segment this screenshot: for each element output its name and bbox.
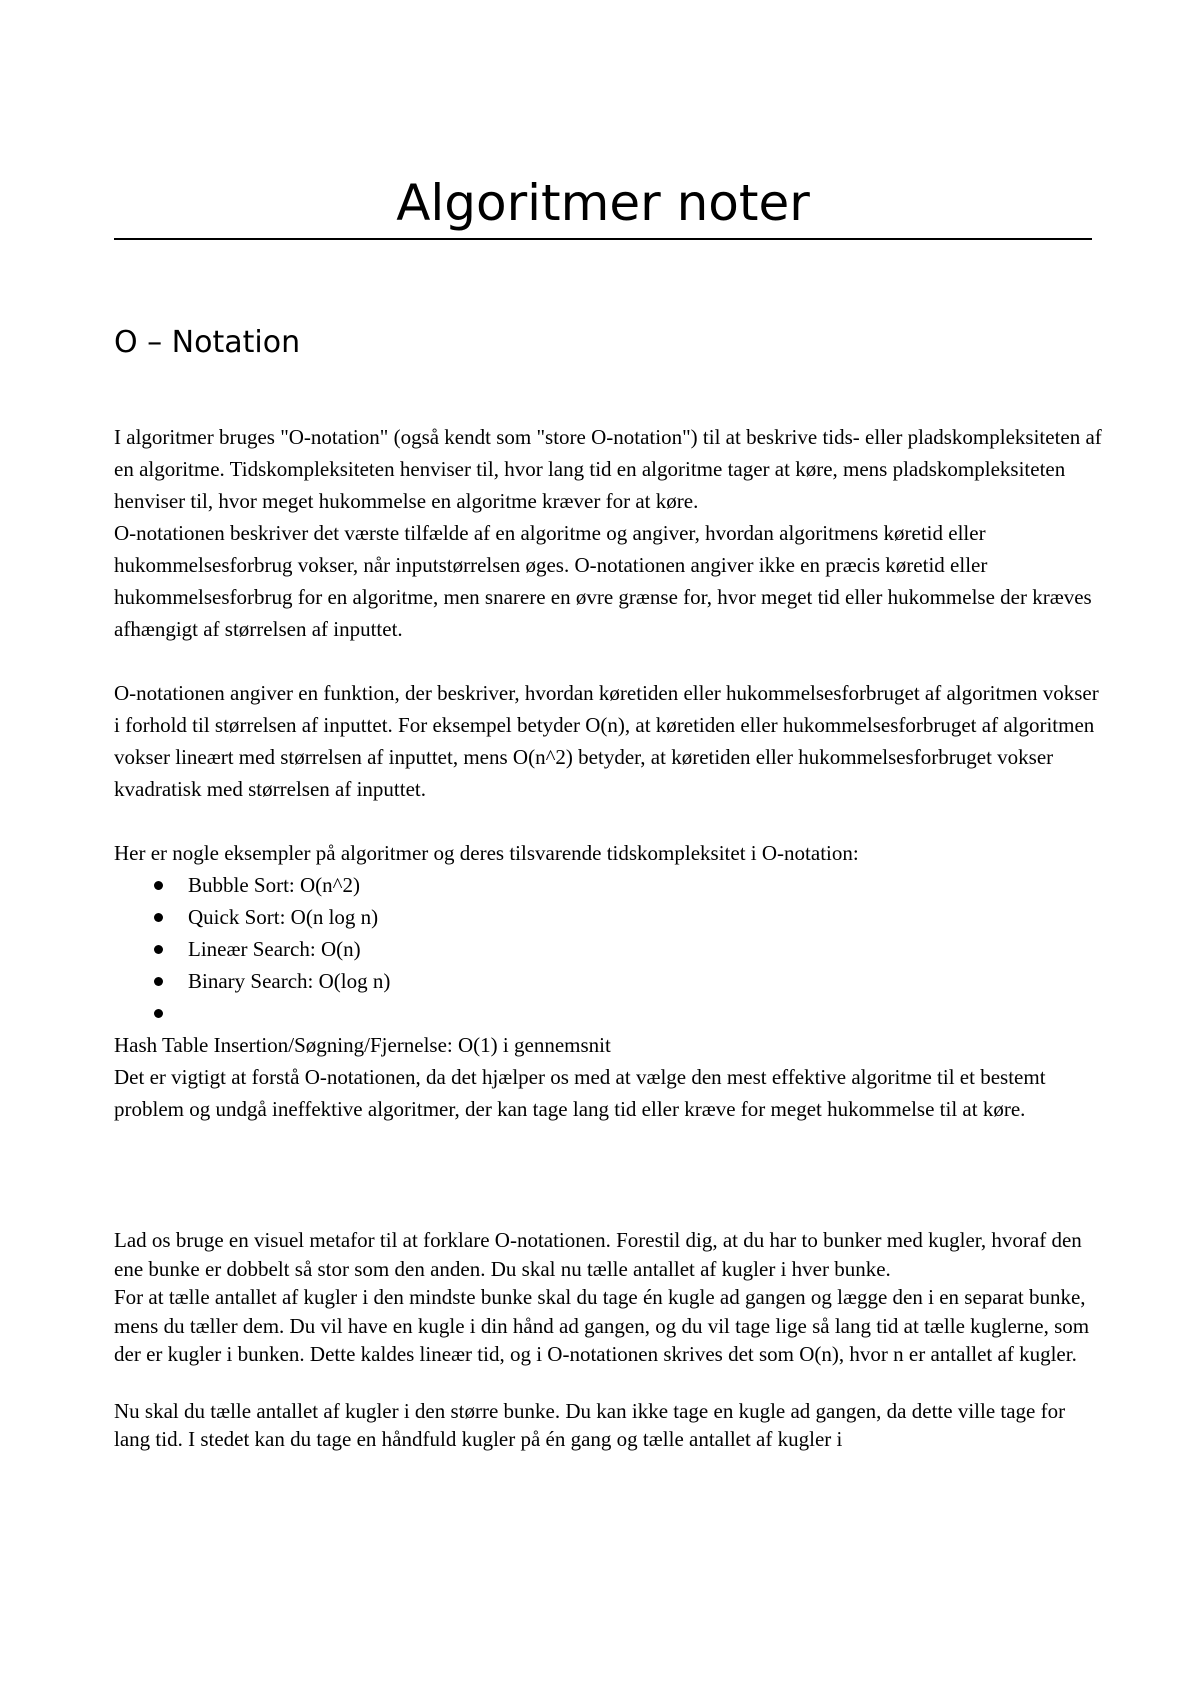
paragraph: I algoritmer bruges "O-notation" (også kendt som "store O-notation") til at beskrive tids- eller pladskompleksiteten af en algoritme. Tidskompleksiteten henviser til, hvor lang tid en algoritme tager at køre, mens pladskompleksiteten henviser til, hvor meget hukommelse en algoritme kræver for at køre. [114,425,1102,513]
paragraph: Hash Table Insertion/Søgning/Fjernelse: O(1) i gennemsnit [114,1033,611,1057]
paragraph-spacer [114,1369,1104,1397]
paragraph: O-notationen beskriver det værste tilfælde af en algoritme og angiver, hvordan algoritmens køretid eller hukommelsesforbrug vokser, når inputstørrelsen øges. O-notationen angiver ikke en præcis køretid eller hukommelsesforbrug for en algoritme, men snarere en øvre grænse for, hvor meget tid eller hukommelse der kræves afhængigt af størrelsen af inputtet. [114,521,1092,641]
list-item-text: Lineær Search: O(n) [188,937,361,961]
list-item [114,933,1104,965]
list-item [114,869,1104,901]
paragraph: Her er nogle eksempler på algoritmer og deres tilsvarende tidskompleksitet i O-notation: [114,841,859,865]
list-item [114,997,1104,1029]
list-item [114,965,1104,997]
paragraph: O-notationen angiver en funktion, der beskriver, hvordan køretiden eller hukommelsesforbruget af algoritmen vokser i forhold til størrelsen af inputtet. For eksempel betyder O(n), at køretiden eller hukommelsesforbruget af algoritmen vokser lineært med størrelsen af inputtet, mens O(n^2) betyder, at køretiden eller hukommelsesforbruget vokser kvadratisk med størrelsen af inputtet. [114,681,1099,801]
bullet-icon [154,945,163,954]
body-text-block [114,1226,1104,1454]
list-item-text: Quick Sort: O(n log n) [188,905,379,929]
title-underline [114,238,1092,240]
bullet-icon [154,881,163,890]
list-item-text: Bubble Sort: O(n^2) [188,873,361,897]
paragraph-spacer [114,645,1104,677]
body-text-block [114,421,1104,1125]
paragraph: For at tælle antallet af kugler i den mindste bunke skal du tage én kugle ad gangen og lægge den i en separat bunke, mens du tæller dem. Du vil have en kugle i din hånd ad gangen, og du vil tage lige så lang tid at tælle kuglerne, som der er kugler i bunken. Dette kaldes lineær tid, og i O-notationen skrives det som O(n), hvor n er antallet af kugler. [114,1285,1090,1366]
paragraph-spacer [114,805,1104,837]
bullet-icon [154,1009,163,1018]
section-heading: O – Notation [114,325,301,360]
paragraph: Det er vigtigt at forstå O-notationen, da det hjælper os med at vælge den mest effektive algoritme til et bestemt problem og undgå ineffektive algoritmer, der kan tage lang tid eller kræve for meget hukommelse til at køre. [114,1065,1046,1121]
list-item-text: Binary Search: O(log n) [188,969,391,993]
bullet-icon [154,913,163,922]
bullet-list [114,869,1104,1029]
document-title: Algoritmer noter [396,174,810,232]
paragraph: Nu skal du tælle antallet af kugler i den større bunke. Du kan ikke tage en kugle ad gangen, da dette ville tage for lang tid. I stedet kan du tage en håndfuld kugler på én gang og tælle antallet af kugler i [114,1398,1066,1451]
paragraph: Lad os bruge en visuel metafor til at forklare O-notationen. Forestil dig, at du har to bunker med kugler, hvoraf den ene bunke er dobbelt så stor som den anden. Du skal nu tælle antallet af kugler i hver bunke. [114,1228,1082,1281]
list-item [114,901,1104,933]
bullet-icon [154,977,163,986]
